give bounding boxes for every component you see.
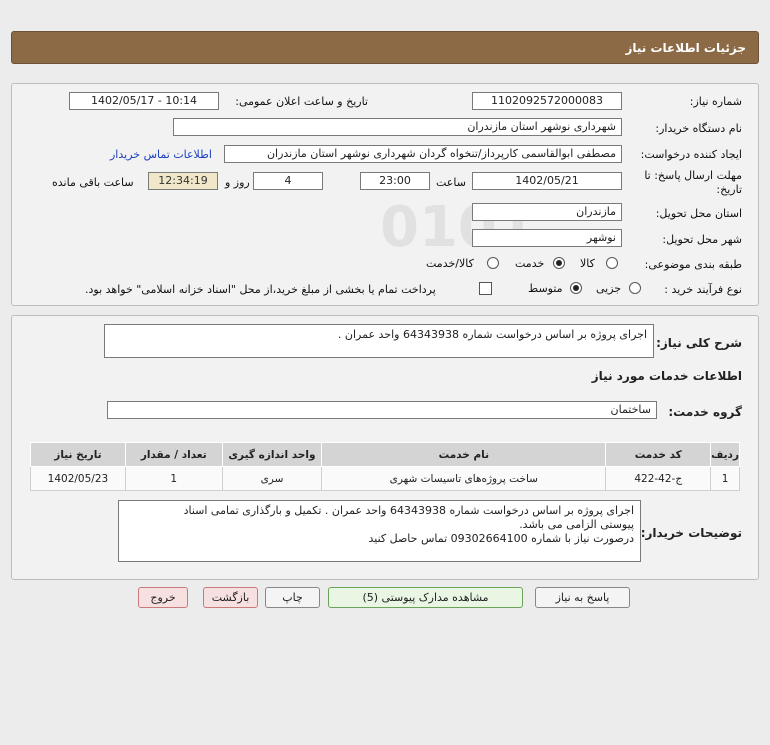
category-label: طبقه بندی موضوعی: — [644, 258, 742, 271]
process-radio-minor[interactable] — [629, 282, 641, 294]
cell-code: ج-42-422 — [606, 467, 711, 491]
city-label: شهر محل تحویل: — [662, 233, 742, 246]
province-field: مازندران — [472, 203, 622, 221]
process-radio-medium[interactable] — [570, 282, 582, 294]
buyer-notes-line-2: پیوستی الزامی می باشد. — [519, 518, 634, 531]
process-label: نوع فرآیند خرید : — [664, 283, 742, 296]
services-table — [30, 442, 740, 491]
service-group-field: ساختمان — [107, 401, 657, 419]
city-field: نوشهر — [472, 229, 622, 247]
payment-note: پرداخت تمام یا بخشی از مبلغ خرید،از محل "اسناد خزانه اسلامی" خواهد بود. — [85, 283, 436, 296]
remaining-time-field: 12:34:19 — [148, 172, 218, 190]
deadline-date-field: 1402/05/21 — [472, 172, 622, 190]
col-row: ردیف — [711, 443, 740, 467]
col-name: نام خدمت — [322, 443, 606, 467]
table-row — [31, 467, 740, 491]
deadline-label: مهلت ارسال پاسخ: تا — [644, 169, 742, 182]
summary-label: شرح کلی نیاز: — [656, 336, 742, 350]
buyer-notes-line-1: اجرای پروژه بر اساس درخواست شماره 64343938 واحد عمران . تکمیل و بارگذاری تمامی اسناد — [183, 504, 634, 517]
province-label: استان محل تحویل: — [655, 207, 742, 220]
process-option-minor: جزیی — [596, 282, 622, 295]
reply-button[interactable]: پاسخ به نیاز — [535, 587, 630, 608]
col-qty: تعداد / مقدار — [125, 443, 222, 467]
services-title: اطلاعات خدمات مورد نیاز — [591, 369, 742, 383]
days-field: 4 — [253, 172, 323, 190]
deadline-label-date: تاریخ: — [716, 183, 742, 196]
cell-date: 1402/05/23 — [31, 467, 126, 491]
buyer-notes-line-3: درصورت نیاز با شماره 09302664100 تماس حاصل کنید — [368, 532, 634, 545]
col-unit: واحد اندازه گیری — [222, 443, 322, 467]
page-title: جزئیات اطلاعات نیاز — [625, 41, 746, 55]
exit-button[interactable]: خروج — [138, 587, 188, 608]
deadline-time-field: 23:00 — [360, 172, 430, 190]
buyer-notes-box — [118, 500, 641, 562]
info-panel — [11, 83, 759, 306]
requester-field: مصطفی ابوالقاسمی کارپرداز/تنخواه گردان شهرداری نوشهر استان مازندران — [224, 145, 622, 163]
print-button[interactable]: چاپ — [265, 587, 320, 608]
cell-unit: سری — [222, 467, 322, 491]
need-number-field: 1102092572000083 — [472, 92, 622, 110]
buyer-org-field: شهرداری نوشهر استان مازندران — [173, 118, 622, 136]
category-option-service: خدمت — [515, 257, 545, 270]
need-number-label: شماره نیاز: — [689, 95, 742, 108]
back-button[interactable]: بازگشت — [203, 587, 258, 608]
category-radio-goods[interactable] — [606, 257, 618, 269]
buyer-org-label: نام دستگاه خریدار: — [655, 122, 742, 135]
category-radio-both[interactable] — [487, 257, 499, 269]
attachments-button[interactable]: مشاهده مدارک پیوستی (5) — [328, 587, 523, 608]
buyer-contact-link[interactable]: اطلاعات تماس خریدار — [110, 148, 212, 161]
col-date: تاریخ نیاز — [31, 443, 126, 467]
days-label: روز و — [225, 176, 250, 189]
announce-label: تاریخ و ساعت اعلان عمومی: — [235, 95, 368, 108]
announce-field: 1402/05/17 - 10:14 — [69, 92, 219, 110]
page-header — [11, 31, 759, 64]
category-radio-service[interactable] — [553, 257, 565, 269]
category-option-goods: کالا — [580, 257, 595, 270]
col-code: کد خدمت — [606, 443, 711, 467]
cell-qty: 1 — [125, 467, 222, 491]
requester-label: ایجاد کننده درخواست: — [640, 148, 742, 161]
cell-name: ساخت پروژه‌های تاسیسات شهری — [322, 467, 606, 491]
time-label: ساعت — [436, 176, 466, 189]
table-header-row — [31, 443, 740, 467]
category-option-both: کالا/خدمت — [426, 257, 474, 270]
summary-box: اجرای پروژه بر اساس درخواست شماره 64343938 واحد عمران . — [104, 324, 654, 358]
process-option-medium: متوسط — [528, 282, 563, 295]
treasury-checkbox[interactable] — [479, 282, 492, 295]
service-group-label: گروه خدمت: — [668, 405, 742, 419]
buyer-notes-label: توضیحات خریدار: — [640, 526, 742, 540]
remaining-label: ساعت باقی مانده — [52, 176, 134, 189]
cell-row: 1 — [711, 467, 740, 491]
